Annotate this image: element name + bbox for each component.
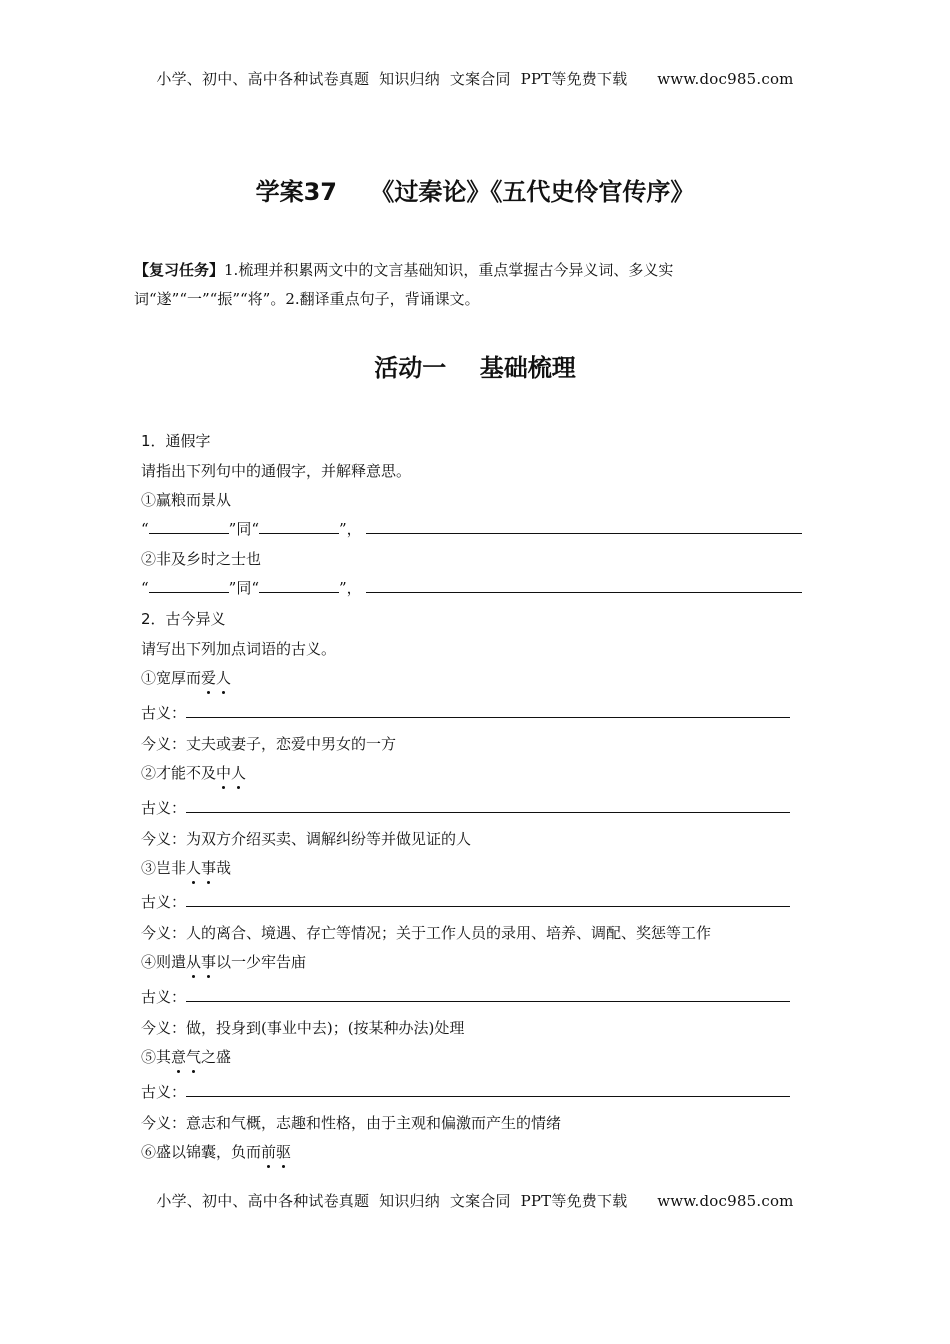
sentence-suffix: 哉	[216, 859, 232, 877]
tongjia-blank-char[interactable]	[149, 519, 229, 534]
review-task-text: 1.梳理并积累两文中的文言基础知识，重点掌握古今异义词、多义实词“遂”“一”“振”“将”。2.翻译重点句子，背诵课文。	[134, 261, 674, 308]
gujin-sentence-6	[141, 1142, 291, 1162]
review-task	[134, 256, 814, 314]
dotted-char: 驱	[276, 1143, 292, 1161]
header-banner: 小学、初中、高中各种试卷真题 知识归纳 文案合同 PPT等免费下载 www.doc985.com	[156, 70, 794, 88]
tongjia-answer-line-1	[141, 519, 802, 539]
dotted-char: 人	[216, 669, 232, 687]
quote-close: ”，	[339, 579, 362, 597]
gu-answer-blank[interactable]	[186, 703, 790, 718]
gu-label: 古义：	[141, 988, 187, 1006]
gujin-instruction: 请写出下列加点词语的古义。	[141, 640, 337, 658]
gu-label: 古义：	[141, 704, 187, 722]
tongjia-sentence-1: ①赢粮而景从	[141, 491, 232, 509]
gu-answer-blank[interactable]	[186, 1082, 790, 1097]
tongjia-blank-char[interactable]	[149, 578, 229, 593]
page-title: 学案37 《过秦论》《五代史伶官传序》	[255, 178, 695, 206]
sentence-prefix: ⑥盛以锦囊，负而	[141, 1143, 262, 1161]
tongjia-instruction: 请指出下列句中的通假字，并解释意思。	[141, 462, 412, 480]
jin-meaning-4: 今义：做，投身到(事业中去)；(按某种办法)处理	[141, 1019, 465, 1037]
gujin-heading: 2．古今异义	[141, 610, 226, 628]
dotted-char: 气	[186, 1048, 202, 1066]
dotted-char: 人	[186, 859, 202, 877]
quote-close: ”，	[339, 520, 362, 538]
footer-banner: 小学、初中、高中各种试卷真题 知识归纳 文案合同 PPT等免费下载 www.doc985.com	[156, 1192, 794, 1210]
gu-answer-line-2	[141, 798, 790, 818]
gujin-sentence-1	[141, 668, 231, 688]
review-task-tag: 【复习任务】	[134, 261, 225, 279]
gu-answer-blank[interactable]	[186, 892, 790, 907]
gu-answer-line-4	[141, 987, 790, 1007]
tong-label: ”同“	[228, 520, 260, 538]
gu-answer-blank[interactable]	[186, 987, 790, 1002]
dotted-char: 事	[201, 859, 217, 877]
dotted-char: 从	[186, 953, 202, 971]
dotted-char: 中	[216, 764, 232, 782]
dotted-char: 事	[201, 953, 217, 971]
jin-meaning-5: 今义：意志和气概，志趣和性格，由于主观和偏激而产生的情绪	[141, 1114, 562, 1132]
sentence-prefix: ①宽厚而	[141, 669, 202, 687]
jin-meaning-2: 今义：为双方介绍买卖、调解纠纷等并做见证的人	[141, 830, 472, 848]
sentence-prefix: ⑤其	[141, 1048, 172, 1066]
gu-label: 古义：	[141, 799, 187, 817]
dotted-char: 人	[231, 764, 247, 782]
quote-open: “	[141, 579, 149, 597]
dotted-char: 前	[261, 1143, 277, 1161]
gu-answer-line-1	[141, 703, 790, 723]
gu-answer-line-3	[141, 892, 790, 912]
dotted-char: 爱	[201, 669, 217, 687]
sentence-suffix: 以一少牢告庙	[216, 953, 307, 971]
gujin-sentence-4	[141, 952, 306, 972]
tongjia-blank-meaning[interactable]	[366, 578, 802, 593]
gu-label: 古义：	[141, 1083, 187, 1101]
jin-meaning-3: 今义：人的离合、境遇、存亡等情况；关于工作人员的录用、培养、调配、奖惩等工作	[141, 924, 712, 942]
sentence-suffix: 之盛	[201, 1048, 232, 1066]
tong-label: ”同“	[228, 579, 260, 597]
gu-label: 古义：	[141, 893, 187, 911]
tongjia-blank-orig[interactable]	[259, 519, 339, 534]
gu-answer-line-5	[141, 1082, 790, 1102]
sentence-prefix: ②才能不及	[141, 764, 217, 782]
sentence-prefix: ④则遣	[141, 953, 187, 971]
tongjia-heading: 1．通假字	[141, 432, 211, 450]
gu-answer-blank[interactable]	[186, 798, 790, 813]
jin-meaning-1: 今义：丈夫或妻子，恋爱中男女的一方	[141, 735, 397, 753]
quote-open: “	[141, 520, 149, 538]
tongjia-blank-meaning[interactable]	[366, 519, 802, 534]
dotted-char: 意	[171, 1048, 187, 1066]
tongjia-sentence-2: ②非及乡时之士也	[141, 550, 262, 568]
tongjia-blank-orig[interactable]	[259, 578, 339, 593]
gujin-sentence-5	[141, 1047, 231, 1067]
sentence-prefix: ③岂非	[141, 859, 187, 877]
tongjia-answer-line-2	[141, 578, 802, 598]
activity-title: 活动一 基础梳理	[374, 354, 576, 382]
gujin-sentence-2	[141, 763, 246, 783]
gujin-sentence-3	[141, 858, 231, 878]
